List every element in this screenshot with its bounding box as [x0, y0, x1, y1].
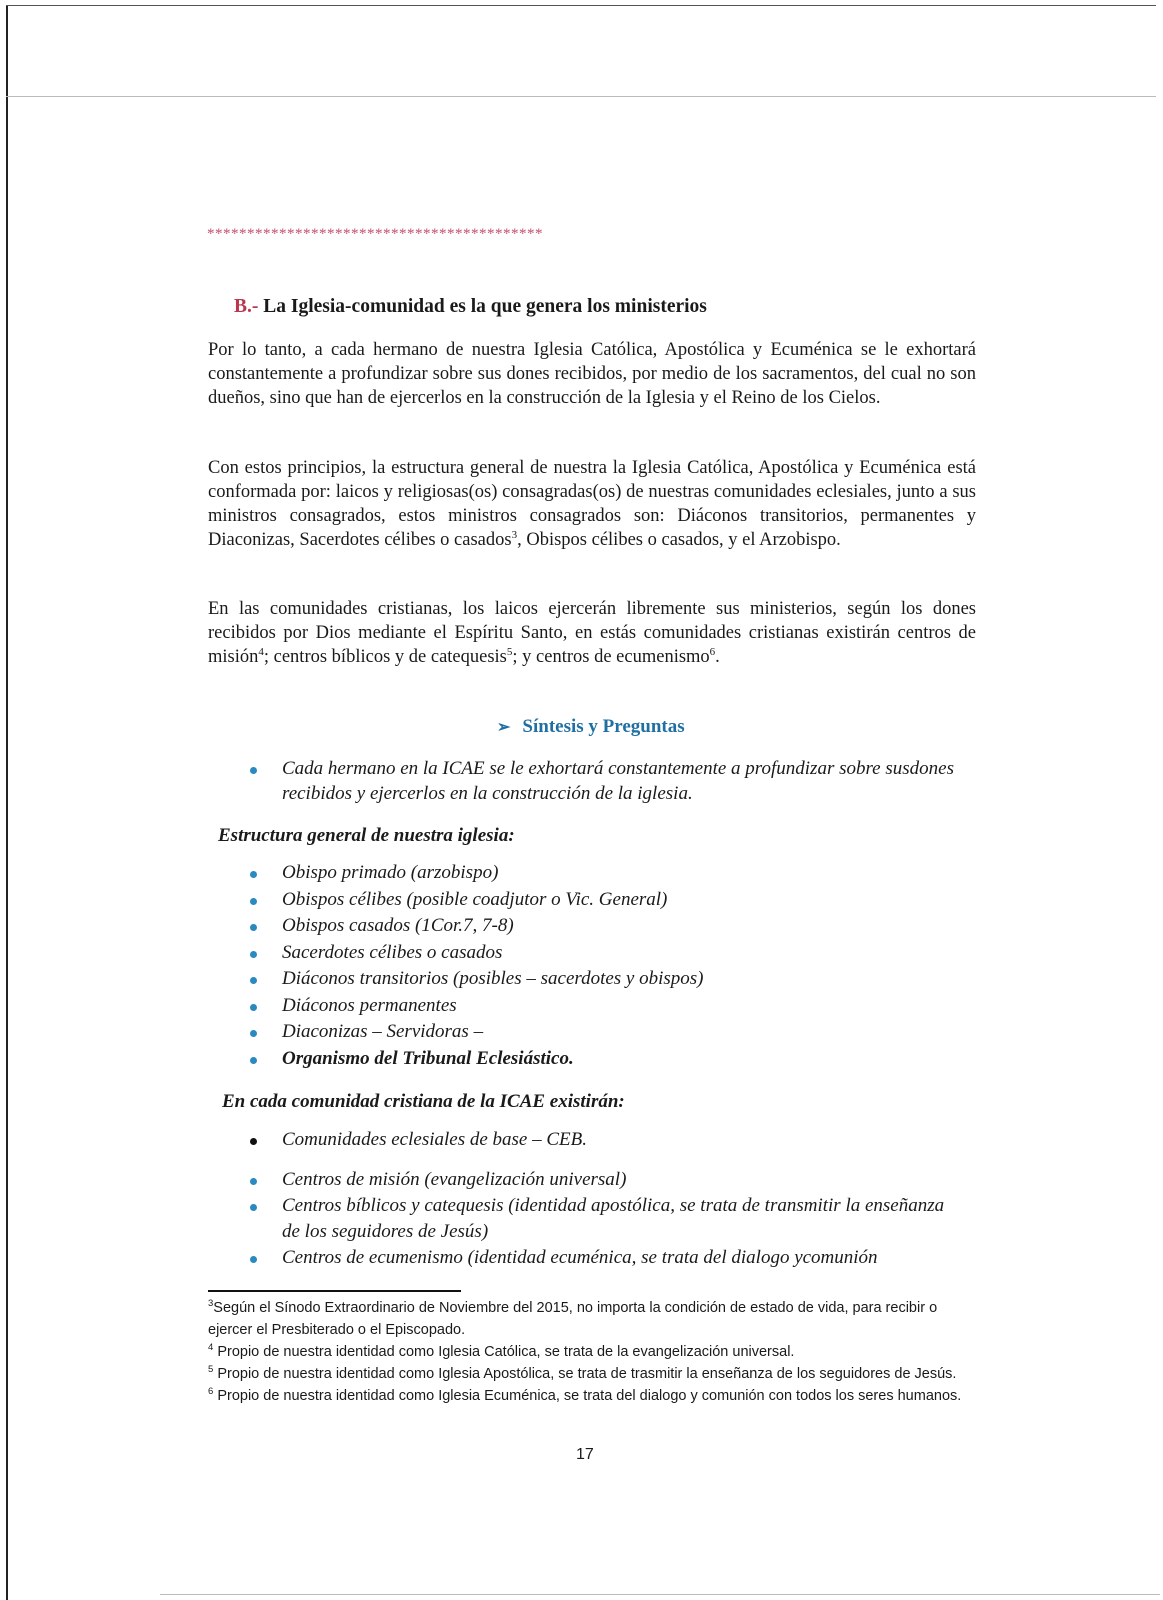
list-item-text: Centros de ecumenismo (identidad ecuménica, se trata del dialogo ycomunión: [282, 1247, 878, 1268]
list-item: [250, 966, 704, 993]
list-item: [250, 1019, 704, 1046]
paragraph-2-text-end: , Obispos célibes o casados, y el Arzobispo.: [517, 530, 841, 550]
footnote-text: Según el Sínodo Extraordinario de Noviembre del 2015, no importa la condición de estado de vida, para recibir o ejercer el Presbiterado o el Episcopado.: [208, 1300, 938, 1338]
list-item: [250, 940, 704, 967]
synthesis-intro-text: Cada hermano en la ICAE se le exhortará constantemente a profundizar sobre susdones recibidos y ejercerlos en la construcción de la iglesia.: [282, 758, 954, 804]
bullet-dot-icon: [250, 1204, 257, 1211]
list-item: [250, 860, 704, 887]
bullet-dot-icon: [250, 767, 257, 774]
structure-list: [250, 860, 704, 1072]
footnote-ref-3[interactable]: 3: [511, 528, 518, 541]
paragraph-3: [208, 597, 976, 669]
page-number: 17: [576, 1446, 594, 1463]
scan-edge-bottom: [160, 1594, 1160, 1595]
list-item: [250, 887, 704, 914]
paragraph-3-text-c: ; y centros de ecumenismo: [512, 647, 710, 667]
synthesis-heading: [497, 716, 685, 738]
bullet-dot-icon: [250, 977, 257, 984]
scan-edge-left: [6, 6, 8, 1600]
bullet-dot-icon: [250, 1004, 257, 1011]
list-item: [250, 1193, 950, 1245]
scan-fold-line: [6, 96, 1156, 97]
footnotes: [208, 1297, 978, 1407]
bullet-dot-icon: [250, 1030, 257, 1037]
section-heading: [234, 296, 707, 318]
footnote-number: 3: [208, 1298, 214, 1310]
bullet-dot-icon: [250, 1178, 257, 1185]
paragraph-3-text: En las comunidades cristianas, los laicos ejercerán libremente sus ministerios, según los dones recibidos por Dios mediante el Espíritu Santo, en estás comunidades cristianas existirán centros de misión: [208, 599, 976, 667]
paragraph-3-text-d: .: [715, 647, 720, 667]
list-item: [250, 1046, 704, 1073]
scan-edge-top: [6, 5, 1156, 6]
footnote-ref-6[interactable]: 6: [709, 645, 716, 658]
bullet-dot-icon: [250, 1256, 257, 1263]
list-item-text: Diáconos transitorios (posibles – sacerdotes y obispos): [282, 968, 704, 989]
list-item: [250, 1167, 950, 1193]
footnote-text: Propio de nuestra identidad como Iglesia Apostólica, se trata de trasmitir la enseñanza de los seguidores de Jesús.: [213, 1366, 957, 1382]
footnote-ref-4[interactable]: 4: [258, 645, 264, 658]
list-item-text: Comunidades eclesiales de base – CEB.: [282, 1129, 588, 1150]
list-item-text: Obispo primado (arzobispo): [282, 862, 499, 883]
list-item-text: Obispos célibes (posible coadjutor o Vic. General): [282, 888, 668, 910]
list-item: [250, 913, 704, 940]
footnote-3: [208, 1297, 978, 1341]
footnote-text: Propio de nuestra identidad como Iglesia Católica, se trata de la evangelización universal.: [213, 1344, 795, 1360]
synthesis-title: Síntesis y Preguntas: [522, 716, 685, 737]
footnote-number: 4: [208, 1342, 214, 1354]
list-item: [250, 1127, 950, 1153]
paragraph-3-text-b: ; centros bíblicos y de catequesis: [263, 647, 507, 667]
footnote-6: [208, 1385, 978, 1407]
bullet-dot-icon: [250, 898, 257, 905]
paragraph-2: [208, 456, 976, 552]
synthesis-intro-bullet: [250, 756, 970, 806]
footnote-text: Propio de nuestra identidad como Iglesia Ecuménica, se trata del dialogo y comunión con todos los seres humanos.: [213, 1388, 962, 1404]
bullet-dot-icon: [250, 1057, 257, 1064]
footnote-number: 5: [208, 1364, 214, 1376]
list-item-text: Obispos casados (1Cor.7, 7-8): [282, 915, 514, 936]
bullet-dot-icon: [250, 1138, 257, 1145]
footnote-separator: [208, 1290, 461, 1292]
paragraph-2-text: Con estos principios, la estructura general de nuestra la Iglesia Católica, Apostólica y Ecuménica está conformada por: laicos y religiosas(os) consagradas(os) de nuestras comunidades eclesiales, junto a sus ministros consagrados, estos ministros consagrados son: Diáconos transitorios, permanentes y Diaconizas, Sacerdotes célibes o casados: [208, 458, 976, 550]
separator-stars: ******************************************: [207, 226, 543, 242]
section-title-text: La Iglesia-comunidad es la que genera los ministerios: [258, 296, 707, 317]
footnote-ref-5[interactable]: 5: [506, 645, 513, 658]
list-item: [250, 1245, 950, 1271]
bullet-dot-icon: [250, 924, 257, 931]
community-list: [250, 1127, 950, 1271]
list-item-text: Diáconos permanentes: [282, 994, 457, 1016]
arrow-bullet-icon: ➢: [497, 719, 511, 736]
paragraph-1: Por lo tanto, a cada hermano de nuestra Iglesia Católica, Apostólica y Ecuménica se le exhortará constantemente a profundizar sobre sus dones recibidos, por medio de los sacramentos, del cual no son dueños, sino que han de ejercerlos en la construcción de la Iglesia y el Reino de los Cielos.: [208, 340, 976, 408]
list-item-text: Sacerdotes célibes o casados: [282, 941, 503, 963]
structure-heading: Estructura general de nuestra iglesia:: [218, 825, 515, 846]
list-item-text: Centros bíblicos y catequesis (identidad apostólica, se trata de transmitir la enseñanza de los seguidores de Jesús): [282, 1195, 945, 1242]
list-item-text: Centros de misión (evangelización universal): [282, 1169, 627, 1190]
list-item-text: Organismo del Tribunal Eclesiástico.: [282, 1047, 574, 1069]
list-item-text: Diaconizas – Servidoras –: [282, 1021, 484, 1042]
community-heading: En cada comunidad cristiana de la ICAE existirán:: [222, 1091, 625, 1112]
bullet-dot-icon: [250, 951, 257, 958]
footnote-number: 6: [208, 1386, 214, 1398]
list-item: [250, 993, 704, 1020]
footnote-4: [208, 1341, 978, 1363]
footnote-5: [208, 1363, 978, 1385]
section-letter: B.-: [234, 296, 259, 317]
bullet-dot-icon: [250, 871, 257, 878]
